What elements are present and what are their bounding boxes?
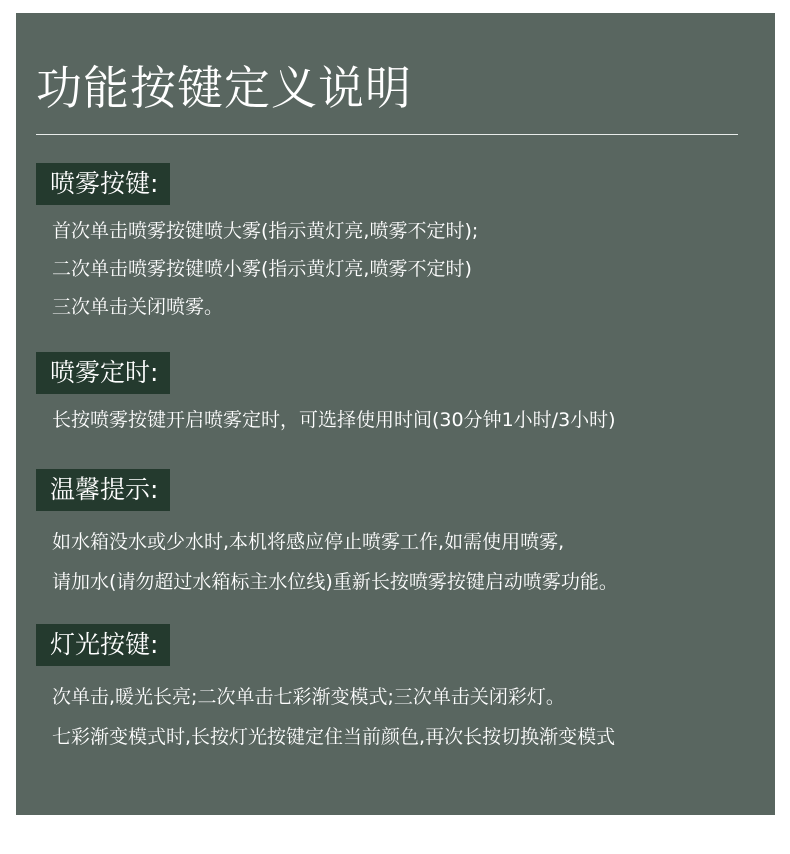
section-label: 喷雾按键: xyxy=(36,163,170,205)
section-label: 喷雾定时: xyxy=(36,352,170,394)
section-body xyxy=(36,677,615,757)
body-line: 如水箱没水或少水时,本机将感应停止喷雾工作,如需使用喷雾, xyxy=(52,531,565,553)
section-label: 温馨提示: xyxy=(36,469,170,511)
section-body xyxy=(36,522,618,602)
body-line: 请加水(请勿超过水箱标主水位线)重新长按喷雾按键启动喷雾功能。 xyxy=(52,571,618,593)
page-title: 功能按键定义说明 xyxy=(36,61,412,115)
body-line: 三次单击关闭喷雾。 xyxy=(52,296,224,318)
body-line: 首次单击喷雾按键喷大雾(指示黄灯亮,喷雾不定时); xyxy=(52,220,479,242)
body-line: 次单击,暖光长亮;二次单击七彩渐变模式;三次单击关闭彩灯。 xyxy=(52,686,565,708)
section-spray-button xyxy=(36,163,478,326)
body-line: 七彩渐变模式时,长按灯光按键定住当前颜色,再次长按切换渐变模式 xyxy=(52,726,616,748)
section-spray-timer xyxy=(36,352,616,439)
section-light-button xyxy=(36,624,615,757)
section-label: 灯光按键: xyxy=(36,624,170,666)
body-line: 二次单击喷雾按键喷小雾(指示黄灯亮,喷雾不定时) xyxy=(52,258,472,280)
instruction-panel xyxy=(16,13,775,815)
section-tips xyxy=(36,469,618,602)
section-body xyxy=(36,401,616,439)
body-line: 长按喷雾按键开启喷雾定时，可选择使用时间(30分钟1小时/3小时) xyxy=(52,409,616,431)
title-divider xyxy=(36,134,738,135)
section-body xyxy=(36,212,478,326)
